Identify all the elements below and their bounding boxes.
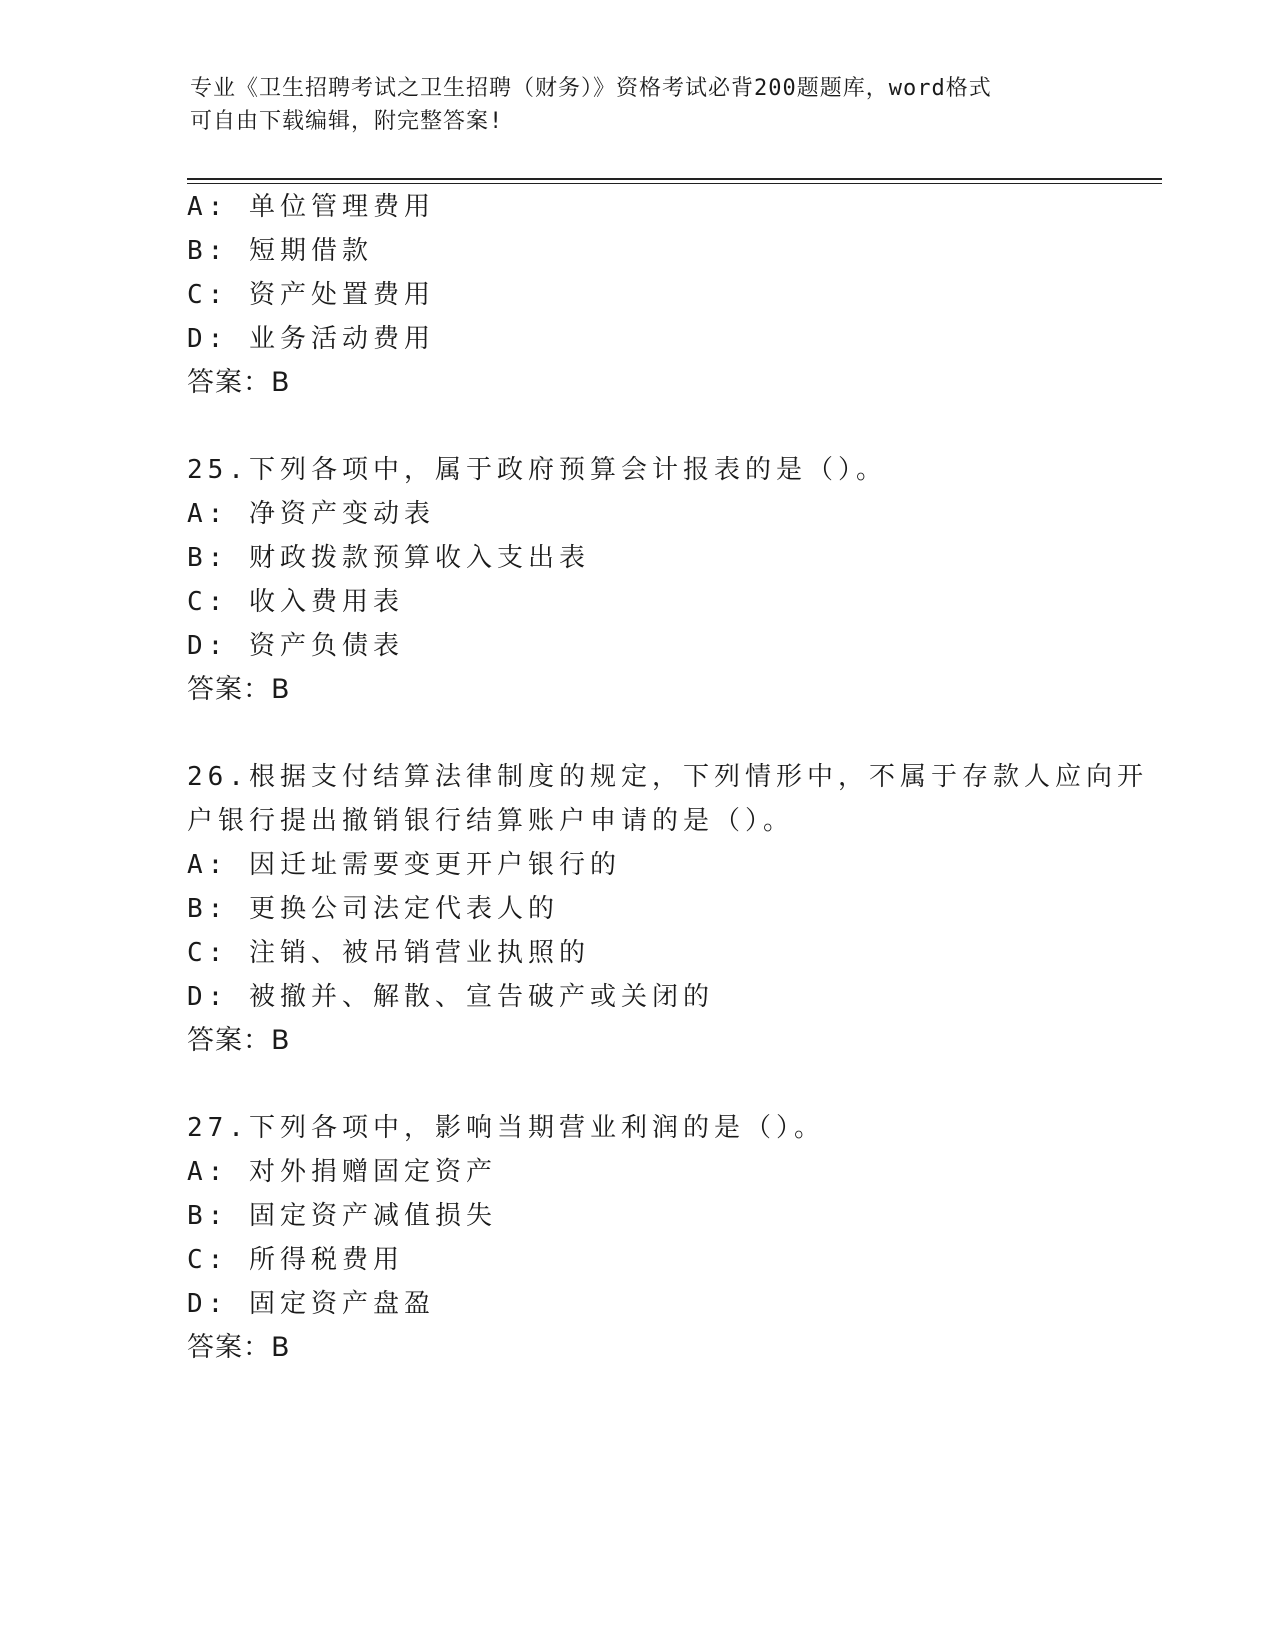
- q25-question: 25.下列各项中，属于政府预算会计报表的是（）。: [187, 455, 887, 485]
- q26-question-line-2: 户银行提出撤销银行结算账户申请的是（）。: [187, 806, 795, 836]
- q24-option-b: B: 短期借款: [187, 236, 373, 266]
- header-divider-thin: [187, 183, 1162, 184]
- header-divider-thick: [187, 178, 1162, 180]
- q25-option-d: D: 资产负债表: [187, 631, 404, 661]
- q27-option-b: B: 固定资产减值损失: [187, 1201, 497, 1231]
- q26-answer: 答案：B: [187, 1025, 291, 1056]
- q24-option-c: C: 资产处置费用: [187, 280, 435, 310]
- document-header: [190, 72, 1090, 138]
- q27-answer: 答案：B: [187, 1332, 291, 1363]
- q25-option-b: B: 财政拨款预算收入支出表: [187, 543, 590, 573]
- q25-answer: 答案：B: [187, 674, 291, 705]
- q26-option-d: D: 被撤并、解散、宣告破产或关闭的: [187, 982, 714, 1012]
- q26-question-line-1: 26.根据支付结算法律制度的规定，下列情形中，不属于存款人应向开: [187, 762, 1148, 792]
- q24-option-d: D: 业务活动费用: [187, 324, 435, 354]
- q26-option-c: C: 注销、被吊销营业执照的: [187, 938, 590, 968]
- q27-question: 27.下列各项中，影响当期营业利润的是（）。: [187, 1113, 825, 1143]
- q27-option-d: D: 固定资产盘盈: [187, 1289, 435, 1319]
- q27-option-c: C: 所得税费用: [187, 1245, 404, 1275]
- q26-option-a: A: 因迁址需要变更开户银行的: [187, 850, 621, 880]
- header-line-1: 专业《卫生招聘考试之卫生招聘（财务）》资格考试必背200题题库，word格式: [190, 76, 992, 101]
- q24-answer: 答案：B: [187, 367, 291, 398]
- q25-option-c: C: 收入费用表: [187, 587, 404, 617]
- q26-option-b: B: 更换公司法定代表人的: [187, 894, 559, 924]
- q25-option-a: A: 净资产变动表: [187, 499, 435, 529]
- q27-option-a: A: 对外捐赠固定资产: [187, 1157, 497, 1187]
- q24-option-a: A: 单位管理费用: [187, 192, 435, 222]
- header-line-2: 可自由下载编辑，附完整答案!: [190, 109, 504, 134]
